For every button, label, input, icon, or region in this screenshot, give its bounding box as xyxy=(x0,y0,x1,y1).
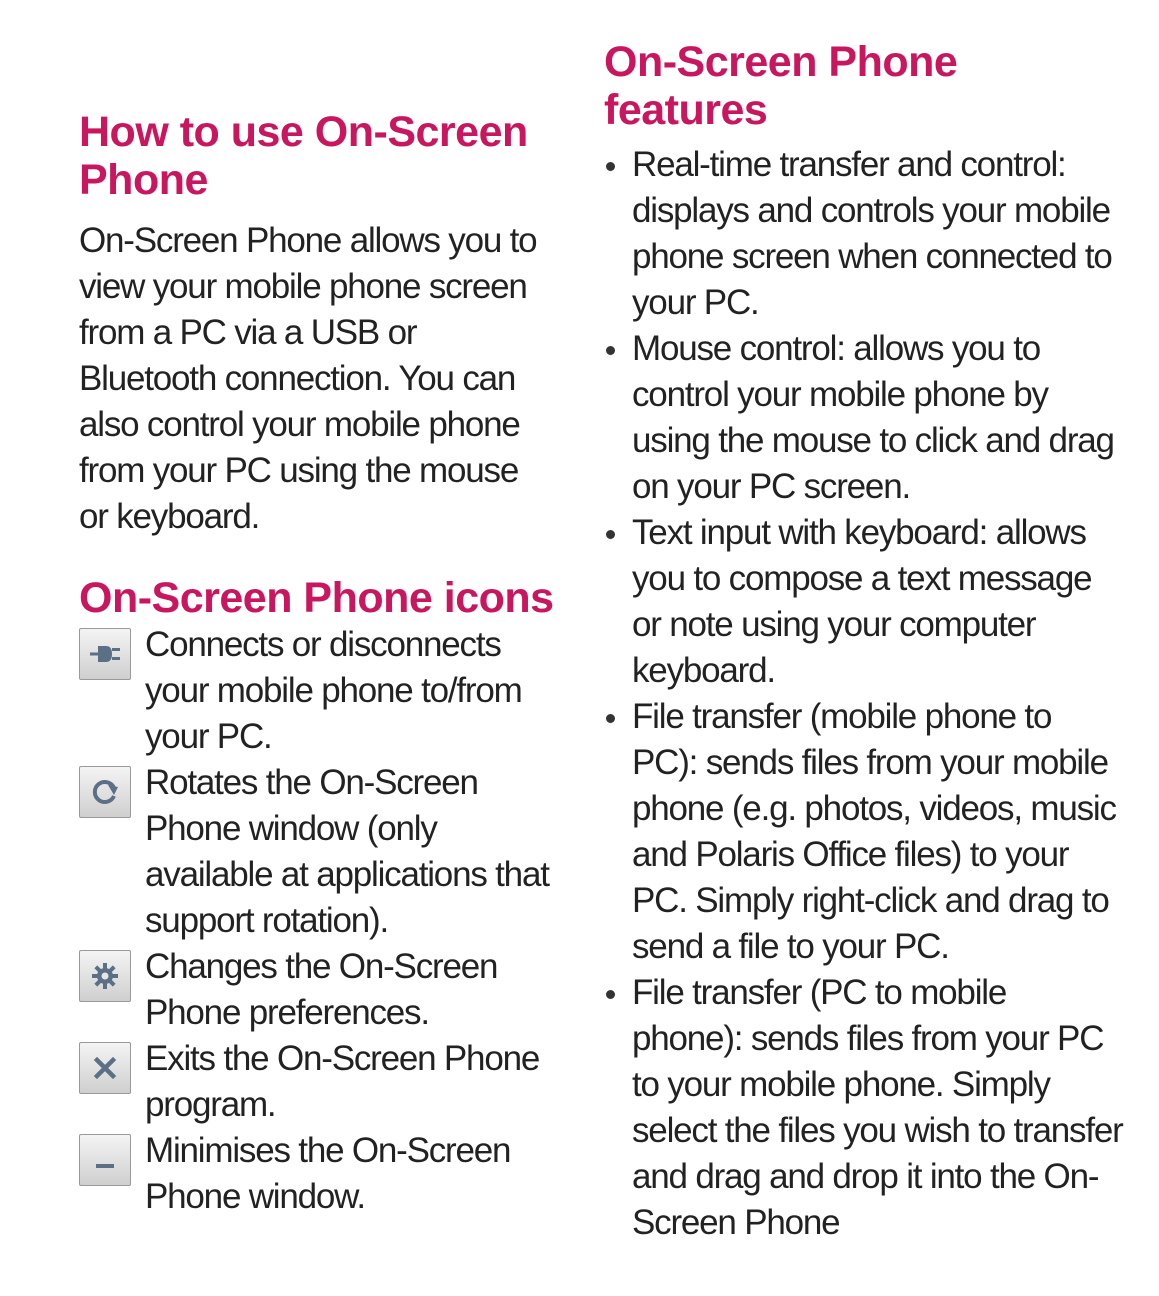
how-to-heading xyxy=(79,108,579,204)
bullet-icon xyxy=(606,162,615,171)
icon-desc-exit: Exits the On-Screen Phone program. xyxy=(145,1039,540,1124)
icon-row-connect xyxy=(79,622,579,760)
how-to-heading-line1: How to use On-Screen xyxy=(79,108,528,156)
close-icon xyxy=(79,1042,131,1094)
bullet-icon xyxy=(606,714,615,723)
icons-heading: On-Screen Phone icons xyxy=(79,574,554,622)
feature-text: Real-time transfer and control: displays and controls your mobile phone screen when connected to your PC. xyxy=(632,145,1112,322)
list-item xyxy=(604,142,1124,326)
icon-row-minimise xyxy=(79,1128,579,1220)
list-item xyxy=(604,970,1124,1246)
icon-desc-connect: Connects or disconnects your mobile phone to/from your PC. xyxy=(145,625,522,756)
list-item xyxy=(604,510,1124,694)
features-heading xyxy=(604,38,1124,134)
minimise-icon xyxy=(79,1134,131,1186)
icon-desc-settings: Changes the On-Screen Phone preferences. xyxy=(145,947,498,1032)
right-column xyxy=(604,38,1124,1246)
feature-text: File transfer (mobile phone to PC): sends files from your mobile phone (e.g. photos, videos, music and Polaris Office files) to your PC. Simply right-click and drag to send a file to your PC. xyxy=(632,697,1116,966)
left-column xyxy=(79,108,579,1220)
feature-text: File transfer (PC to mobile phone): sends files from your PC to your mobile phone. Simply select the files you wish to transfer and drag and drop it into the On-Screen Phone xyxy=(632,973,1123,1242)
icon-desc-minimise: Minimises the On-Screen Phone window. xyxy=(145,1131,511,1216)
list-item xyxy=(604,694,1124,970)
bullet-icon xyxy=(606,990,615,999)
icon-row-exit xyxy=(79,1036,579,1128)
icon-row-rotate xyxy=(79,760,579,944)
connect-plug-icon xyxy=(79,628,131,680)
intro-paragraph: On-Screen Phone allows you to view your mobile phone screen from a PC via a USB or Bluetooth connection. You can also control your mobile phone from your PC using the mouse or keyboard. xyxy=(79,221,537,536)
features-heading-line1: On-Screen Phone xyxy=(604,38,958,86)
icon-row-settings xyxy=(79,944,579,1036)
feature-text: Mouse control: allows you to control your mobile phone by using the mouse to click and drag on your PC screen. xyxy=(632,329,1114,506)
feature-text: Text input with keyboard: allows you to compose a text message or note using your computer keyboard. xyxy=(632,513,1092,690)
how-to-heading-line2: Phone xyxy=(79,156,208,204)
bullet-icon xyxy=(606,530,615,539)
bullet-icon xyxy=(606,346,615,355)
rotate-icon xyxy=(79,766,131,818)
gear-icon xyxy=(79,950,131,1002)
features-heading-line2: features xyxy=(604,86,768,134)
features-list xyxy=(604,142,1124,1246)
list-item xyxy=(604,326,1124,510)
icon-desc-rotate: Rotates the On-Screen Phone window (only available at applications that support rotation). xyxy=(145,763,549,940)
